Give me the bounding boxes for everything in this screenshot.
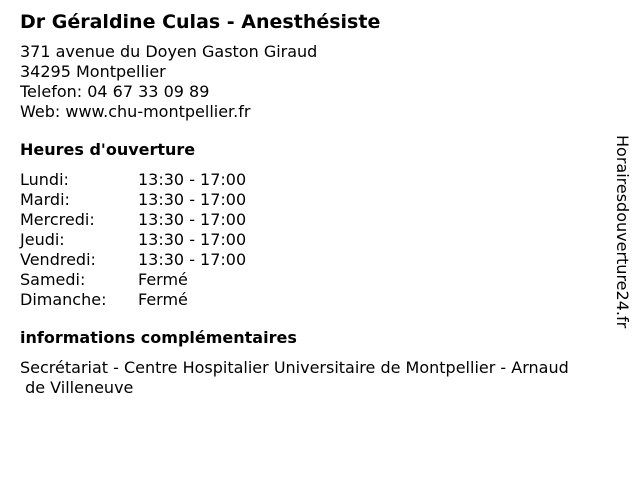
hours-time: 13:30 - 17:00 bbox=[138, 170, 247, 189]
opening-hours-heading: Heures d'ouverture bbox=[20, 140, 196, 159]
site-watermark: Horairesdouverture24.fr bbox=[613, 135, 632, 329]
hours-time: Fermé bbox=[138, 290, 188, 309]
website-link[interactable]: Web: www.chu-montpellier.fr bbox=[20, 102, 251, 121]
page-title: Dr Géraldine Culas - Anesthésiste bbox=[20, 11, 381, 33]
additional-info-heading: informations complémentaires bbox=[20, 328, 297, 347]
contact-block bbox=[20, 42, 620, 122]
hours-row bbox=[20, 270, 620, 290]
address-street: 371 avenue du Doyen Gaston Giraud bbox=[20, 42, 318, 61]
hours-day: Dimanche: bbox=[20, 290, 107, 309]
hours-day: Mercredi: bbox=[20, 210, 95, 229]
hours-time: 13:30 - 17:00 bbox=[138, 250, 247, 269]
hours-time: 13:30 - 17:00 bbox=[138, 230, 247, 249]
additional-info-line: Secrétariat - Centre Hospitalier Universitaire de Montpellier - Arnaud bbox=[20, 358, 569, 377]
hours-day: Jeudi: bbox=[20, 230, 65, 249]
hours-day: Vendredi: bbox=[20, 250, 96, 269]
hours-row bbox=[20, 190, 620, 210]
practice-card bbox=[20, 8, 620, 398]
hours-row bbox=[20, 250, 620, 270]
hours-day: Mardi: bbox=[20, 190, 70, 209]
hours-row bbox=[20, 290, 620, 310]
additional-info-line: de Villeneuve bbox=[20, 378, 134, 397]
hours-row bbox=[20, 210, 620, 230]
opening-hours-table bbox=[20, 170, 620, 310]
hours-day: Lundi: bbox=[20, 170, 69, 189]
hours-time: 13:30 - 17:00 bbox=[138, 190, 247, 209]
address-city: 34295 Montpellier bbox=[20, 62, 166, 81]
additional-info-text bbox=[20, 358, 620, 398]
hours-day: Samedi: bbox=[20, 270, 86, 289]
hours-time: Fermé bbox=[138, 270, 188, 289]
hours-row bbox=[20, 170, 620, 190]
hours-time: 13:30 - 17:00 bbox=[138, 210, 247, 229]
hours-row bbox=[20, 230, 620, 250]
phone-number: Telefon: 04 67 33 09 89 bbox=[20, 82, 210, 101]
